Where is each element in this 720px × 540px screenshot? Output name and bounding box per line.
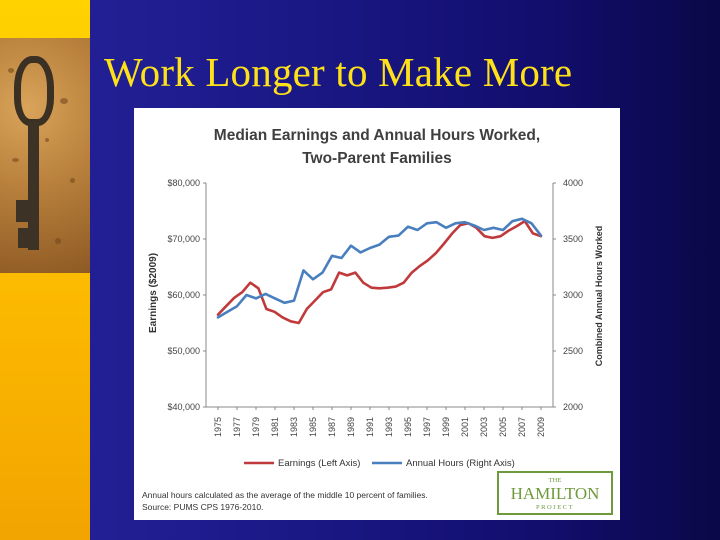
x-tick-label: 2003 xyxy=(479,416,489,437)
earnings-series-line xyxy=(218,221,541,323)
y-tick-label: $60,000 xyxy=(167,290,200,300)
svg-text:HAMILTON: HAMILTON xyxy=(510,484,600,503)
chart-svg xyxy=(134,108,620,520)
hours-series-line xyxy=(218,219,541,318)
hamilton-project-logo xyxy=(498,472,612,514)
x-tick-label: 2001 xyxy=(460,416,470,437)
y-tick-label: $80,000 xyxy=(167,178,200,188)
x-tick-label: 1989 xyxy=(346,416,356,437)
x-tick-label: 1975 xyxy=(213,416,223,437)
svg-text:THE: THE xyxy=(548,477,562,484)
y2-tick-label: 2000 xyxy=(563,402,584,412)
x-tick-label: 2007 xyxy=(517,416,527,437)
skeleton-key-photo xyxy=(0,38,90,273)
x-tick-label: 1985 xyxy=(308,416,318,437)
x-tick-label: 1983 xyxy=(289,416,299,437)
y2-tick-label: 2500 xyxy=(563,346,584,356)
svg-text:PROJECT: PROJECT xyxy=(536,504,574,511)
y2-tick-label: 3500 xyxy=(563,234,584,244)
y-tick-label: $50,000 xyxy=(167,346,200,356)
x-tick-label: 1999 xyxy=(441,416,451,437)
x-tick-label: 1997 xyxy=(422,416,432,437)
x-tick-label: 1993 xyxy=(384,416,394,437)
x-tick-label: 1981 xyxy=(270,416,280,437)
chart-subtitle: Two-Parent Families xyxy=(302,150,452,167)
y-tick-label: $70,000 xyxy=(167,234,200,244)
x-tick-label: 1991 xyxy=(365,416,375,437)
x-tick-label: 2005 xyxy=(498,416,508,437)
y2-tick-label: 4000 xyxy=(563,178,584,188)
footnote-line-1: Annual hours calculated as the average of the middle 10 percent of families. xyxy=(142,490,428,500)
footnote-line-2: Source: PUMS CPS 1976-2010. xyxy=(142,502,264,512)
key-bow-icon xyxy=(14,56,54,126)
slide-title: Work Longer to Make More xyxy=(104,49,573,95)
legend-earnings-label: Earnings (Left Axis) xyxy=(278,458,361,469)
x-tick-label: 1977 xyxy=(232,416,242,437)
x-tick-label: 1995 xyxy=(403,416,413,437)
y2-axis-label: Combined Annual Hours Worked xyxy=(594,225,604,367)
legend-hours-label: Annual Hours (Right Axis) xyxy=(406,458,515,469)
x-tick-label: 1987 xyxy=(327,416,337,437)
chart-title: Median Earnings and Annual Hours Worked, xyxy=(213,127,541,144)
y-axis-label: Earnings ($2009) xyxy=(148,252,159,334)
chart-panel xyxy=(134,108,620,520)
y2-tick-label: 3000 xyxy=(563,290,584,300)
y-tick-label: $40,000 xyxy=(167,402,200,412)
x-tick-label: 2009 xyxy=(536,416,546,437)
x-tick-label: 1979 xyxy=(251,416,261,437)
